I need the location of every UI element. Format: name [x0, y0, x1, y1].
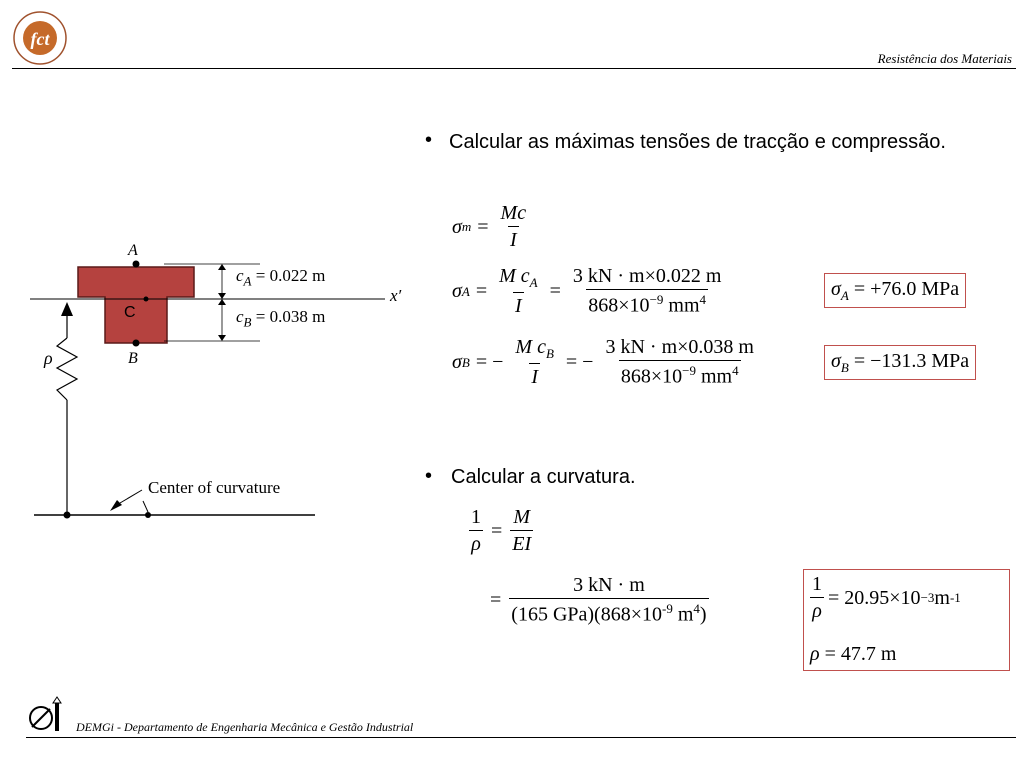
footer-text: DEMGi - Departamento de Engenharia Mecânica e Gestão Industrial [76, 720, 414, 734]
point-A-label: A [128, 242, 138, 259]
bullet-2-text: Calcular a curvatura. [451, 466, 636, 488]
eq-curvature: $\frac{1}{\rho}$ = $\frac{M}{EI}$ [471, 506, 532, 555]
header-title: Resistência dos Materiais [877, 51, 1012, 66]
svg-text:fct: fct [30, 29, 50, 49]
header-divider [12, 68, 1016, 69]
cA-dimension: $c_A = 0.022$ m [236, 266, 326, 289]
result-sigma-A: $\sigma_A = +76.0$ MPa [824, 273, 966, 308]
point-B-label: B [128, 350, 138, 367]
fct-logo-icon [12, 10, 68, 66]
footer-divider [26, 737, 1016, 738]
x-axis-label: x′ [390, 286, 402, 305]
eq-sigma-A: σ A = $\frac{M c_A}{I}$ = $\frac{3 kN \cdot m\times 0.022 m}{868\times 10^{-9} mm^4}$ [452, 265, 722, 317]
result-sigma-B: $\sigma_B = -131.3$ MPa [824, 345, 976, 380]
demgi-logo-icon [26, 695, 66, 735]
cB-dimension: $c_B = 0.038$ m [236, 307, 326, 330]
centroid-C-label: C [124, 304, 136, 321]
eq-sigma-B: σ B = − $\frac{M c_B}{I}$ = − $\frac{3 kN \cdot m\times 0.038 m}{868\times 10^{-9} mm^4}$ [452, 336, 754, 388]
rho-label: ρ [44, 348, 53, 368]
eq-curvature-numeric: = $\frac{3 kN \cdot m}{(165 GPa)(868\times 10^{-9} m^4)}$ [490, 574, 707, 626]
bullet-dot-2: • [425, 465, 433, 487]
bullet-dot-1: • [425, 129, 433, 151]
t-section [78, 267, 194, 343]
center-of-curvature-label: Center of curvature [148, 478, 281, 497]
result-curvature: $\frac{1}{\rho}$ = 20.95×10 −3 m -1 ρ = 47.7 m [803, 569, 1010, 671]
bullet-1-text: Calcular as máximas tensões de tracção e compressão. [449, 131, 946, 153]
eq-sigma-m: σ m = $\frac{Mc}{I}$ [452, 202, 527, 251]
